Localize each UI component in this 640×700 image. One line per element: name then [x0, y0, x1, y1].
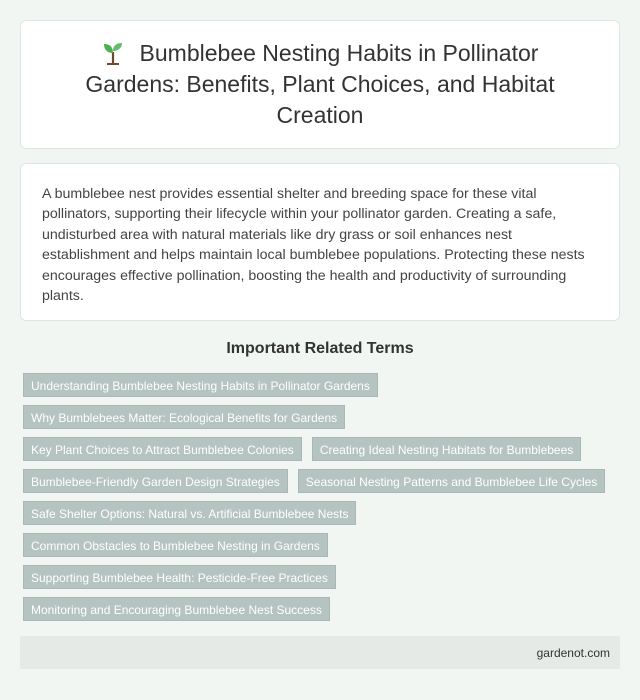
related-terms-heading: Important Related Terms [226, 340, 414, 357]
footer-site-link[interactable]: gardenot.com [536, 645, 610, 660]
term-row [23, 597, 623, 621]
term-row [23, 501, 623, 525]
intro-card [20, 163, 620, 321]
term-row [23, 405, 623, 429]
term-tag[interactable]: Key Plant Choices to Attract Bumblebee Colonies [23, 437, 302, 461]
term-row [23, 469, 623, 493]
term-tag[interactable]: Why Bumblebees Matter: Ecological Benefits for Gardens [23, 405, 345, 429]
term-tag[interactable]: Supporting Bumblebee Health: Pesticide-Free Practices [23, 565, 336, 589]
term-row [23, 533, 623, 557]
page-title-text: Bumblebee Nesting Habits in Pollinator Gardens: Benefits, Plant Choices, and Habitat Creation [85, 40, 555, 128]
page-title [60, 38, 580, 131]
term-tag[interactable]: Safe Shelter Options: Natural vs. Artificial Bumblebee Nests [23, 501, 356, 525]
term-tag[interactable]: Understanding Bumblebee Nesting Habits in Pollinator Gardens [23, 373, 378, 397]
term-row [23, 373, 623, 397]
term-row [23, 565, 623, 589]
related-terms-list [23, 373, 623, 629]
term-tag[interactable]: Creating Ideal Nesting Habitats for Bumblebees [312, 437, 581, 461]
sprout-icon [102, 41, 124, 65]
term-tag[interactable]: Common Obstacles to Bumblebee Nesting in Gardens [23, 533, 328, 557]
footer [20, 636, 620, 669]
term-tag[interactable]: Bumblebee-Friendly Garden Design Strategies [23, 469, 288, 493]
intro-text: A bumblebee nest provides essential shelter and breeding space for these vital pollinators, supporting their lifecycle within your pollinator garden. Creating a safe, undisturbed area with natural materials like dry grass or soil enhances nest establishment and helps maintain local bumblebee populations. Protecting these nests encourages effective pollination, boosting the health and productivity of surrounding plants. [42, 186, 585, 305]
header-card [20, 20, 620, 149]
term-tag[interactable]: Monitoring and Encouraging Bumblebee Nest Success [23, 597, 330, 621]
term-tag[interactable]: Seasonal Nesting Patterns and Bumblebee Life Cycles [298, 469, 606, 493]
term-row [23, 437, 623, 461]
